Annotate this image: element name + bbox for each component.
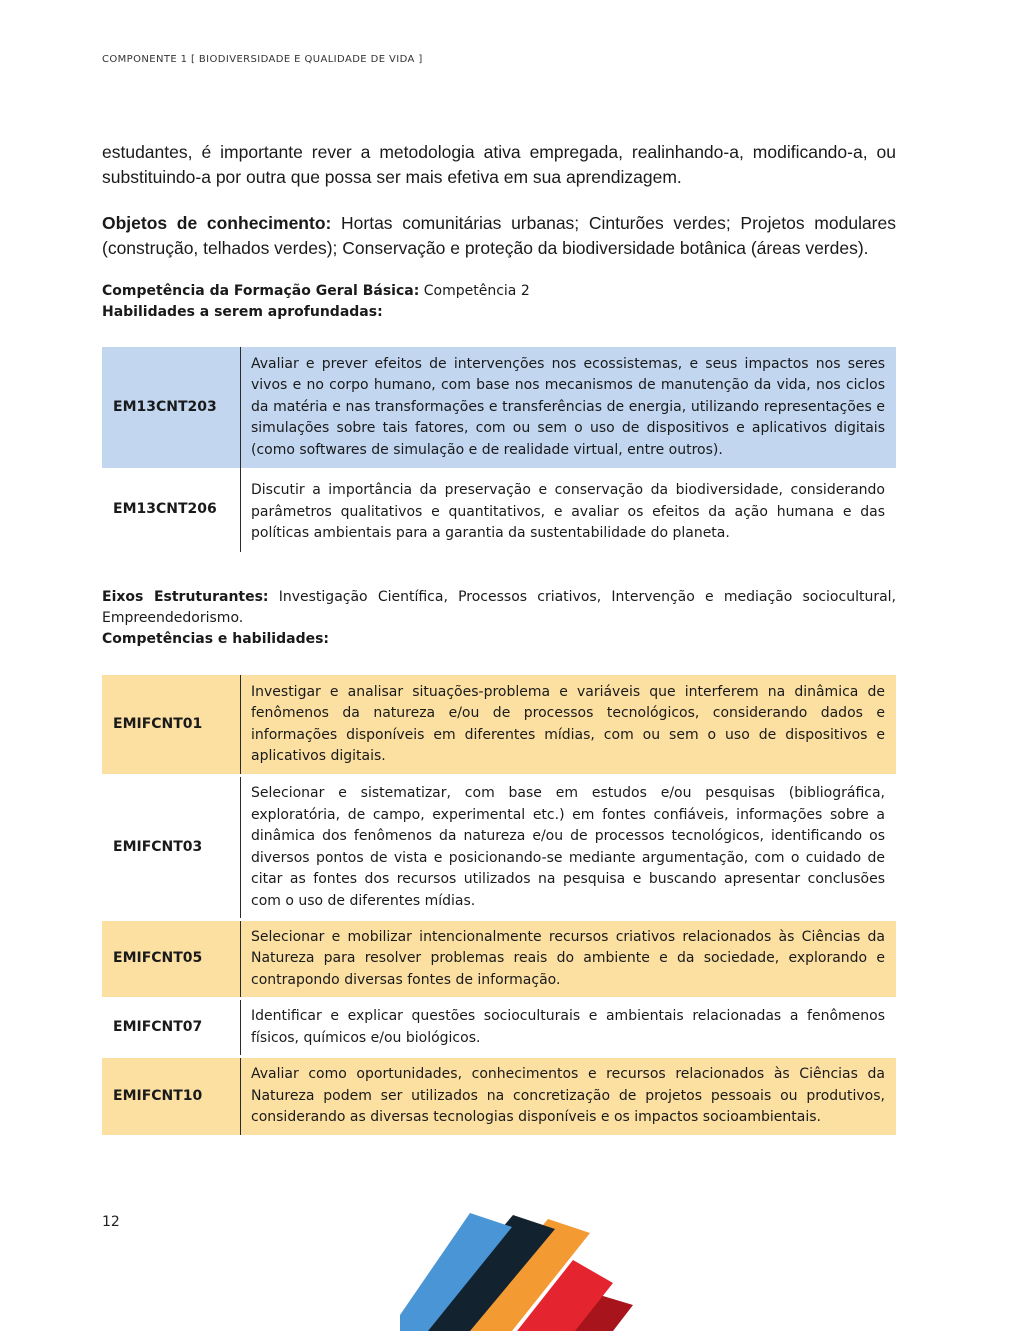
table-row — [102, 675, 896, 776]
competencia-description: Selecionar e sistematizar, com base em estudos e/ou pesquisas (bibliográfica, exploratória, de campo, experimental etc.) em fontes confiáveis, informações sobre a dinâmica dos fenômenos da natureza e/ou de processos tecnológicos, identificando os diversos pontos de vista e posicionando-se mediante argumentação, com o cuidado de citar as fontes dos recursos utilizados na pesquisa e buscando apresentar conclusões com o uso de diferentes mídias. — [241, 776, 897, 920]
objetos-paragraph — [102, 211, 896, 261]
running-header: COMPONENTE 1 [ BIODIVERSIDADE E QUALIDADE DE VIDA ] — [102, 54, 423, 65]
competencia-description: Identificar e explicar questões socioculturais e ambientais relacionadas a fenômenos físicos, químicos e/ou biológicos. — [241, 999, 897, 1057]
objetos-text: Hortas comunitárias urbanas; Cinturões verdes; Projetos modulares (construção, telhados verdes); Conservação e proteção da biodiversidade botânica (áreas verdes). — [102, 213, 896, 258]
table-row — [102, 920, 896, 999]
competencia-label: Competência da Formação Geral Básica: — [102, 283, 420, 299]
table-row — [102, 1057, 896, 1136]
competencias-table — [102, 675, 896, 1135]
objetos-label: Objetos de conhecimento: — [102, 213, 332, 233]
competencia-description: Selecionar e mobilizar intencionalmente recursos criativos relacionados às Ciências da Natureza para resolver problemas reais do ambiente e da sociedade, explorando e contrapondo diversas fontes de informação. — [241, 920, 897, 999]
eixos-label: Eixos Estruturantes: — [102, 589, 269, 605]
table-row — [102, 999, 896, 1057]
skill-description: Discutir a importância da preservação e conservação da biodiversidade, considerando parâmetros qualitativos e quantitativos, e avaliar os efeitos da ação humana e das políticas ambientais para a garantia da sustentabilidade do planeta. — [251, 482, 885, 542]
table-row — [102, 776, 896, 920]
eixos-line — [102, 587, 896, 629]
competencia-block — [102, 281, 896, 323]
habilidades-heading: Habilidades a serem aprofundadas: — [102, 304, 383, 320]
page-number: 12 — [102, 1214, 120, 1230]
table-row — [102, 468, 896, 552]
competencia-code: EMIFCNT07 — [102, 999, 241, 1057]
competencia-code: EMIFCNT05 — [102, 920, 241, 999]
color-stripes-logo — [395, 1205, 645, 1331]
competencia-code: EMIFCNT01 — [102, 675, 241, 776]
eixos-text: Investigação Científica, Processos criativos, Intervenção e mediação sociocultural, Empreendedorismo. — [102, 589, 896, 626]
eixos-block — [102, 587, 896, 650]
table-row — [102, 347, 896, 468]
competencias-heading: Competências e habilidades: — [102, 631, 330, 647]
skill-description: Avaliar e prever efeitos de intervenções nos ecossistemas, e seus impactos nos seres vivos e no corpo humano, com base nos mecanismos de manutenção da vida, nos ciclos da matéria e nas transformações e transferências de energia, utilizando representações e simulações sobre tais fatores, com ou sem o uso de dispositivos e aplicativos digitais (como softwares de simulação e de realidade virtual, entre outros). — [251, 355, 885, 458]
skill-code: EM13CNT206 — [102, 468, 241, 552]
competencia-description: Avaliar como oportunidades, conhecimentos e recursos relacionados às Ciências da Natureza podem ser utilizados na concretização de projetos pessoais ou produtivos, considerando as diversas tecnologias disponíveis e os impactos socioambientais. — [251, 1066, 885, 1126]
competencia-description: Investigar e analisar situações-problema e variáveis que interferem na dinâmica de fenômenos da natureza e/ou de processos tecnológicos, considerando dados e informações disponíveis em diferentes mídias, com ou sem o uso de dispositivos e aplicativos digitais. — [241, 675, 897, 776]
competencia-value: Competência 2 — [419, 283, 530, 299]
intro-paragraph: estudantes, é importante rever a metodologia ativa empregada, realinhando-a, modificando-a, ou substituindo-a por outra que possa ser mais efetiva em sua aprendizagem. — [102, 142, 896, 187]
habilidades-table — [102, 347, 896, 552]
competencia-line — [102, 281, 896, 302]
competencia-code: EMIFCNT03 — [102, 776, 241, 920]
skill-code: EM13CNT203 — [102, 347, 241, 468]
competencia-code: EMIFCNT10 — [102, 1057, 241, 1136]
